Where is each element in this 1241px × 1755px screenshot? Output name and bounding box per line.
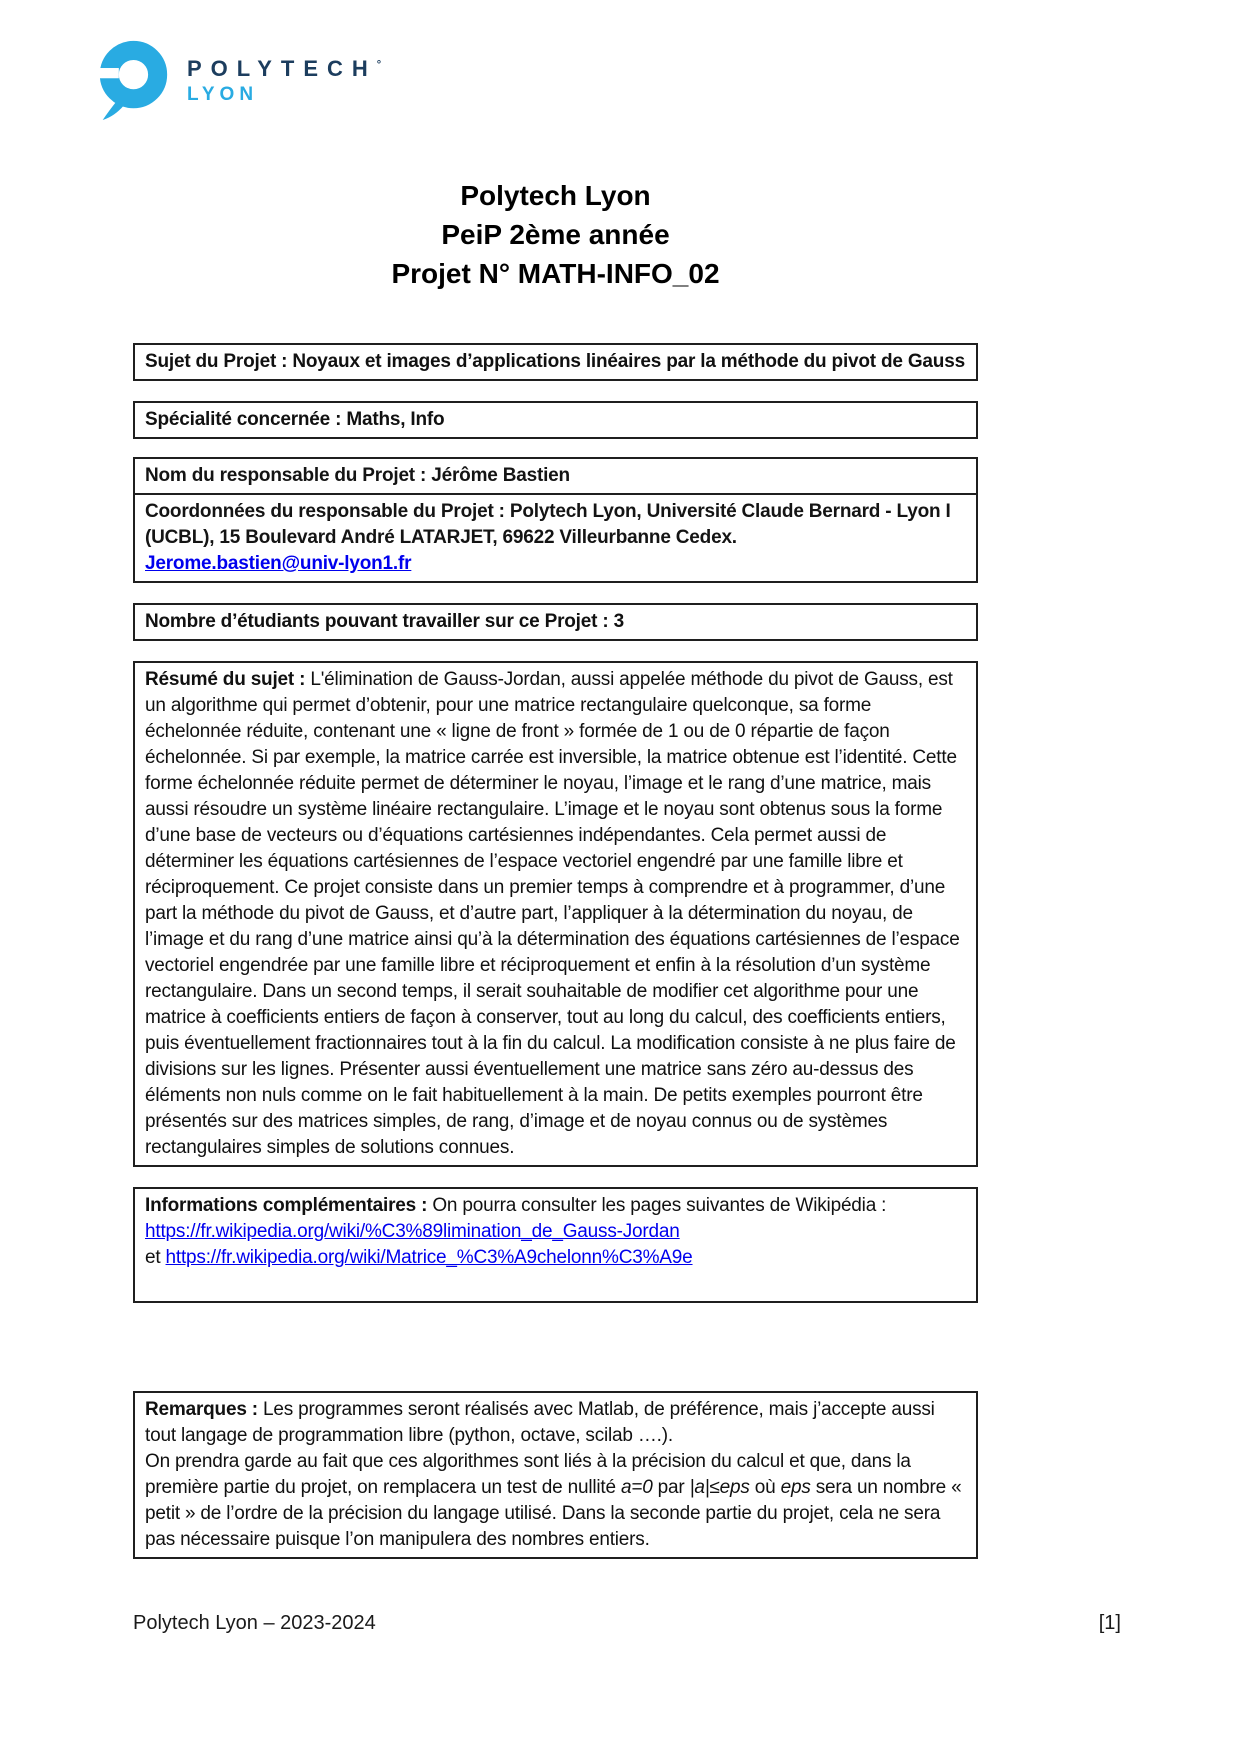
remarques-text-2d: sera un nombre « petit » de l’ordre de la précision du langage utilisé. Dans la seconde partie du projet, cela ne sera pas nécessaire puisque l’on manipulera des nombres entiers.	[145, 1477, 962, 1550]
etudiants-line	[145, 609, 966, 635]
resume-label: Résumé du sujet :	[145, 669, 306, 690]
informations-box	[133, 1187, 978, 1303]
coordonnees-text: Polytech Lyon, Université Claude Bernard - Lyon I (UCBL), 15 Boulevard André LATARJET, 69622 Villeurbanne Cedex.	[145, 501, 951, 548]
remarques-label: Remarques :	[145, 1399, 258, 1420]
informations-link2-prefix: et	[145, 1247, 166, 1268]
coordonnees-label: Coordonnées du responsable du Projet :	[145, 501, 505, 522]
wikipedia-link-matrice-echelonnee[interactable]: https://fr.wikipedia.org/wiki/Matrice_%C3%A9chelonn%C3%A9e	[165, 1247, 693, 1268]
sujet-box	[133, 343, 978, 381]
etudiants-label: Nombre d’étudiants pouvant travailler sur ce Projet :	[145, 611, 609, 632]
responsable-box	[133, 457, 978, 583]
etudiants-value: 3	[613, 611, 624, 632]
remarques-box	[133, 1391, 978, 1559]
informations-label: Informations complémentaires :	[145, 1195, 428, 1216]
resume-box	[133, 661, 978, 1167]
remarques-text-2b: par	[652, 1477, 690, 1498]
responsable-nom-cell	[135, 459, 976, 493]
wikipedia-link-gauss-jordan[interactable]: https://fr.wikipedia.org/wiki/%C3%89limination_de_Gauss-Jordan	[145, 1221, 680, 1242]
responsable-email-link[interactable]: Jerome.bastien@univ-lyon1.fr	[145, 553, 412, 574]
responsable-coordonnees-line	[145, 499, 966, 551]
responsable-coordonnees-cell	[135, 493, 976, 581]
responsable-nom-label: Nom du responsable du Projet :	[145, 465, 427, 486]
logo-brand-word: POLYTECH	[187, 56, 377, 81]
etudiants-box	[133, 603, 978, 641]
remarques-paragraph-2	[145, 1449, 966, 1553]
resume-paragraph	[145, 667, 966, 1161]
remarques-text-1: Les programmes seront réalisés avec Matlab, de préférence, mais j’accepte aussi tout langage de programmation libre (python, octave, scilab ….).	[145, 1399, 935, 1446]
footer-page-number: [1]	[1098, 1612, 1121, 1634]
informations-intro-line	[145, 1193, 966, 1219]
specialite-box	[133, 401, 978, 439]
specialite-text: Maths, Info	[346, 409, 445, 430]
document-body	[133, 176, 978, 1559]
registered-mark-icon: °	[376, 59, 382, 71]
polytech-logo-icon	[95, 38, 169, 120]
remarques-paragraph-1	[145, 1397, 966, 1449]
sujet-label: Sujet du Projet :	[145, 351, 288, 372]
sujet-line	[145, 349, 966, 375]
specialite-label: Spécialité concernée :	[145, 409, 342, 430]
responsable-nom: Jérôme Bastien	[431, 465, 570, 486]
resume-text: L'élimination de Gauss-Jordan, aussi appelée méthode du pivot de Gauss, est un algorithme qui permet d’obtenir, pour une matrice rectangulaire quelconque, sa forme échelonnée réduite, contenant une « ligne de front » formée de 1 ou de 0 répartie de façon échelonnée. Si par exemple, la matrice carrée est inversible, la matrice obtenue est l’identité. Cette forme échelonnée réduite permet de déterminer le noyau, l’image et le rang d’une matrice, mais aussi résoudre un système linéaire rectangulaire. L’image et le noyau sont obtenus sous la forme d’une base de vecteurs ou d’équations cartésiennes indépendantes. Cela permet aussi de déterminer les équations cartésiennes de l’espace vectoriel engendré par une famille libre et réciproquement. Ce projet consiste dans un premier temps à comprendre et à programmer, d’une part la méthode du pivot de Gauss, et d’autre part, l’appliquer à la détermination du noyau, de l’image et du rang d’une matrice ainsi qu’à la détermination des équations cartésiennes de l’espace vectoriel engendrée par une famille libre et réciproquement et enfin à la résolution d’un système rectangulaire. Dans un second temps, il serait souhaitable de modifier cet algorithme pour une matrice à coefficients entiers de façon à conserver, tout au long du calcul, des coefficients entiers, puis éventuellement fractionnaires tout à la fin du calcul. La modification consiste à ne plus faire de divisions sur les lignes. Présenter aussi éventuellement une matrice sans zéro au-dessus des éléments non nuls comme on le fait habituellement à la main. De petits exemples pourront être présentés sur des matrices simples, de rang, d’image et de noyau connus ou de systèmes rectangulaires simples de solutions connues.	[145, 669, 960, 1158]
sujet-text: Noyaux et images d’applications linéaires par la méthode du pivot de Gauss	[292, 351, 965, 372]
logo-city: LYON	[187, 84, 259, 105]
remarques-text-2a: On prendra garde au fait que ces algorithmes sont liés à la précision du calcul et que, dans la première partie du projet, on remplacera un test de nullité	[145, 1451, 911, 1498]
document-title	[133, 176, 978, 293]
informations-intro: On pourra consulter les pages suivantes de Wikipédia :	[432, 1195, 887, 1216]
responsable-nom-line	[145, 463, 966, 489]
remarques-math-a-equals-0: a=0	[620, 1477, 653, 1498]
remarques-math-eps: eps	[780, 1477, 811, 1498]
title-line-3: Projet N° MATH-INFO_02	[391, 258, 720, 289]
informations-second-link-line	[145, 1245, 966, 1271]
remarques-math-abs-a-leq-eps: |a|≤eps	[689, 1477, 750, 1498]
remarques-text-2c: où	[749, 1477, 781, 1498]
title-line-1: Polytech Lyon	[460, 180, 651, 211]
footer-school-year: Polytech Lyon – 2023-2024	[133, 1612, 376, 1634]
title-line-2: PeiP 2ème année	[441, 219, 670, 250]
polytech-logo-text	[187, 54, 381, 104]
logo-brand	[187, 58, 381, 80]
polytech-logo	[95, 38, 381, 120]
page-footer	[133, 1612, 1121, 1635]
specialite-line	[145, 407, 966, 433]
